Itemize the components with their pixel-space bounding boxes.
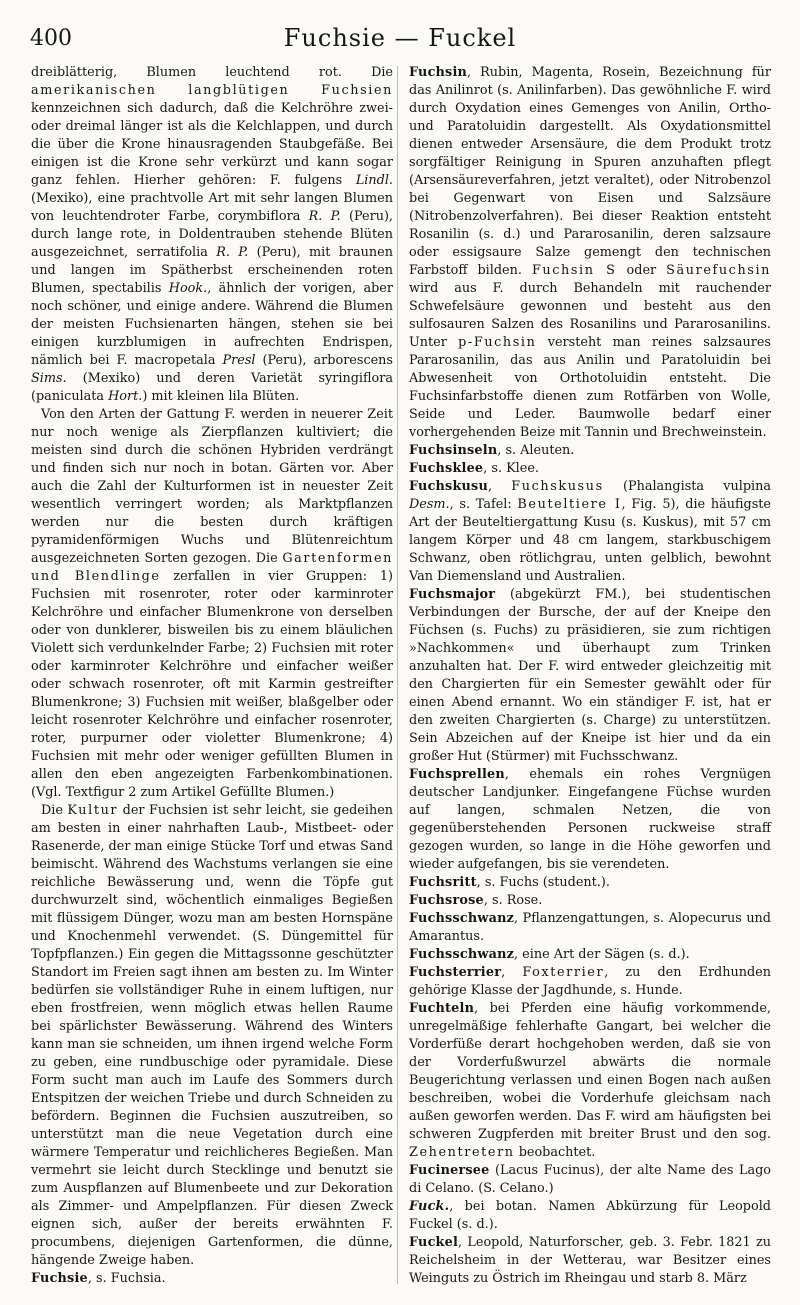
text-segment: , zu den Erdhunden gehörige Klasse der Jagdhunde, s. Hunde. [409, 965, 771, 998]
text-segment: R. P. [308, 209, 341, 224]
text-segment: Beuteltiere I [517, 497, 622, 512]
text-segment: Presl [222, 353, 256, 368]
text-segment: ) mit kleinen lila Blüten. [142, 389, 300, 404]
page-number: 400 [30, 26, 72, 51]
entry-headword: Fuchsterrier [409, 965, 502, 980]
paragraph [31, 802, 393, 1270]
text-segment: , bei Pferden eine häufig vorkommende, unregelmäßige fehlerhafte Gangart, bei welcher die Vorderfüße derart hochgehoben werden, daß sie von der Vorderfußwurzel abwärts die normale Beugerichtung verlassen und einen Bogen nach außen beschreiben, wobei die Vorderhufe gleichsam nach außen geworfen werden. Das F. wird am häufigsten bei schweren Zugpferden mit breiter Brust und den sog. [409, 1001, 771, 1142]
paragraph [409, 946, 771, 964]
entry-headword: Fuchsklee [409, 461, 484, 476]
paragraph [409, 964, 771, 1000]
text-segment: (Mexiko), eine prachtvolle Art mit sehr langen Blumen von leuchtendroter Farbe, corymbiflora [31, 191, 393, 224]
entry-headword: Fuchsie [31, 1271, 88, 1286]
text-segment: beobachtet. [514, 1145, 596, 1160]
text-segment: Fuchsin S [531, 263, 617, 278]
text-segment: , s. Aleuten. [497, 443, 575, 458]
paragraph [31, 406, 393, 802]
text-segment: Hort. [108, 389, 143, 404]
paragraph [409, 478, 771, 586]
text-segment: Säurefuchsin [666, 263, 771, 278]
text-segment: Zehentretern [409, 1145, 515, 1160]
entry-headword: Fuchsschwanz [409, 911, 515, 926]
text-segment: , Pflanzengattungen, s. Alopecurus und Amarantus. [409, 911, 771, 944]
text-segment: , Fig. 5), die häufigste Art der Beuteltiergattung Kusu (s. Kuskus), mit 57 cm langem Körper und 48 cm langem, starkbuschigem Schwanz, oben rötlichgrau, unten gelblich, bewohnt Van Diemensland und Australien. [409, 497, 771, 584]
entry-headword: Fuchsprellen [409, 767, 505, 782]
text-segment: (Peru), durch lange rote, in Doldentrauben stehende Blüten ausgezeichnet, serratifolia [31, 209, 394, 260]
text-segment: oder [616, 263, 667, 278]
text-segment: (Lacus Fucinus), der alte Name des Lago di Celano. (S. Celano.) [409, 1163, 771, 1196]
text-segment: Lindl. [355, 173, 393, 188]
text-segment: Kultur [67, 803, 119, 818]
text-segment: Hook. [168, 281, 208, 296]
text-segment: zerfallen in vier Gruppen: 1) Fuchsien mit rosenroter, roter oder karminroter Kelchröhre und einfacher Blumenkrone von derselben oder von dunklerer, bisweilen bis zu einem bläulichen Violett sich verdunkelnder Farbe; 2) Fuchsien mit roter oder karminroter Kelchröhre und einfacher weißer oder schwach rosenroter, oft mit Karmin gestreifter Blumenkrone; 3) Fuchsien mit weißer, blaßgelber oder leicht rosenroter Kelchröhre und einfacher rosenroter, roter, purpurner oder violetter Blumenkrone; 4) Fuchsien mit mehr oder weniger gefüllten Blumen in allen den eben angezeigten Farbenkombinationen. (Vgl. Textfigur 2 zum Artikel Gefüllte Blumen.) [31, 569, 393, 800]
paragraph [409, 874, 771, 892]
text-segment: , Leopold, Naturforscher, geb. 3. Febr. 1821 zu Reichelsheim in der Wetterau, war Besitzer eines Weinguts zu Östrich im Rheingau und starb 8. März [409, 1235, 771, 1286]
text-segment: (abgekürzt FM.), bei studentischen Verbindungen der Bursche, der auf der Kneipe den Füchsen (s. Fuchs) zu präsidieren, sie zum richtigen »Nachkommen« und überhaupt zum Trinken anzuhalten hat. Der F. wird entweder gleichzeitig mit den Chargierten für ein Semester gewählt oder für einen Abend ernannt. Wo ein ständiger F. ist, hat er den zweiten Chargierten (s. Charge) zu unterstützen. Sein Abzeichen auf der Kneipe ist hier und da ein großer Hut (Stürmer) mit Fuchsschwanz. [409, 587, 771, 764]
text-segment: dreiblätterig, Blumen leuchtend rot. Die [31, 65, 393, 80]
text-segment: Foxterrier [522, 965, 605, 980]
text-segment: Desm. [409, 497, 450, 512]
text-segment: , s. Fuchsia. [87, 1271, 166, 1286]
text-segment: Fuchskusus [511, 479, 604, 494]
entry-headword: Fuchsin [409, 65, 468, 80]
entry-headword: Fuckel [409, 1235, 459, 1250]
entry-headword: Fucinersee [409, 1163, 490, 1178]
entry-headword: Fuck. [409, 1199, 450, 1214]
entry-headword: Fuchsmajor [409, 587, 496, 602]
entry-headword: Fuchsinseln [409, 443, 498, 458]
text-segment: (Peru), arborescens [255, 353, 393, 368]
entry-headword: Fuchteln [409, 1001, 475, 1016]
text-segment: , s. Tafel: [449, 497, 518, 512]
column-divider [397, 66, 398, 1284]
text-segment: , bei botan. Namen Abkürzung für Leopold Fuckel (s. d.). [409, 1199, 771, 1232]
paragraph [409, 1198, 771, 1234]
paragraph [31, 1270, 393, 1288]
paragraph [409, 1162, 771, 1198]
text-segment: , ähnlich der vorigen, aber noch schöner, und einige andere. Während die Blumen der meisten Fuchsienarten hängen, stehen sie bei einigen kurzblumigen in aufrechten Endrispen, nämlich bei F. macropetala [31, 281, 393, 368]
text-segment: , ehemals ein rohes Vergnügen deutscher Landjunker. Eingefangene Füchse wurden auf langen, schmalen Netzen, die von gegenüberstehenden Personen ruckweise straff gezogen wurden, so lange in die Höhe geworfen und wieder aufgefangen, bis sie verendeten. [409, 767, 771, 872]
text-segment: Von den Arten der Gattung F. werden in neuerer Zeit nur noch wenige als Zierpflanzen kultiviert; die meisten sind durch die schönen Hybriden verdrängt und finden sich nur noch in botan. Gärten vor. Aber auch die Zahl der Kulturformen ist in neuester Zeit wesentlich verringert worden; als Marktpflanzen werden nur die besten durch kräftigen pyramidenförmigen Wuchs und Blütenreichtum ausgezeichneten Sorten gezogen. Die [31, 407, 393, 566]
text-segment: (Mexiko) und deren Varietät syringiflora (paniculata [31, 371, 393, 404]
text-segment: versteht man reines salzsaures Pararosanilin, das aus Anilin und Paratoluidin bei Abwesenheit von Orthotoluidin entsteht. Die Fuchsinfarbstoffe dienen zum Rotfärben von Wolle, Seide und Leder. Baumwolle bedarf einer vorhergehenden Beize mit Tannin und Brechweinstein. [409, 335, 771, 440]
paragraph [409, 460, 771, 478]
paragraph [31, 64, 393, 406]
page-header [30, 22, 770, 58]
text-segment: kennzeichnen sich dadurch, daß die Kelchröhre zwei- oder dreimal länger ist als die Kelchlappen, und durch die über die Krone hinausragenden Staubgefäße. Bei einigen ist die Krone sehr verkürzt und kann sogar ganz fehlen. Hierher gehören: F. fulgens [31, 101, 393, 188]
text-segment: Sims. [31, 371, 67, 386]
left-column [31, 64, 393, 1288]
entry-headword: Fuchsschwanz [409, 947, 515, 962]
paragraph [409, 1234, 771, 1288]
text-segment: , s. Klee. [483, 461, 539, 476]
paragraph [409, 766, 771, 874]
paragraph [409, 892, 771, 910]
text-segment: Gartenformen und Blendlinge [31, 551, 393, 584]
paragraph [409, 586, 771, 766]
paragraph [409, 64, 771, 442]
right-column [409, 64, 771, 1288]
text-segment: , [487, 479, 512, 494]
text-segment: , s. Rose. [483, 893, 543, 908]
entry-headword: Fuchsritt [409, 875, 477, 890]
text-segment: , [501, 965, 523, 980]
entry-headword: Fuchsrose [409, 893, 484, 908]
text-segment: , s. Fuchs (student.). [476, 875, 610, 890]
text-segment: , eine Art der Sägen (s. d.). [514, 947, 690, 962]
text-segment: der Fuchsien ist sehr leicht, sie gedeihen am besten in einer nahrhaften Laub-, Mistbeet- oder Rasenerde, der man einige Stücke Torf und etwas Sand beimischt. Während des Wachstums verlangen sie eine reichliche Bewässerung und, wenn die Töpfe gut durchwurzelt sind, wöchentlich einmaliges Begießen mit flüssigem Dünger, wozu man am besten Hornspäne und Knochenmehl verwendet. (S. Düngemittel für Topfpflanzen.) Ein gegen die Mittagssonne geschützter Standort im Freien sagt ihnen am besten zu. Im Winter bedürfen sie vollständiger Ruhe in einem luftigen, nur eben frostfreien, wenn möglich etwas hellen Raume bei spärlichster Bewässerung. Während des Winters kann man sie schneiden, um ihnen irgend welche Form zu geben, eine rundbuschige oder pyramidale. Diese Form sucht man auch im Laufe des Sommers durch Entspitzen der weichen Triebe und durch Schneiden zu befördern. Beginnen die Fuchsien auszutreiben, so unterstützt man die neue Vegetation durch eine wärmere Temperatur und reichlicheres Begießen. Man vermehrt sie leicht durch Stecklinge und benutzt sie zum Auspflanzen auf Blumenbeete und zur Dekoration als Zimmer- und Ampelpflanzen. Für diesen Zweck eignen sich, außer der bereits erwähnten F. procumbens, diejenigen Gartenformen, die dünne, hängende Zweige haben. [31, 803, 394, 1268]
text-segment: R. P. [216, 245, 249, 260]
text-segment: p-Fuchsin [458, 335, 537, 350]
text-segment: (Phalangista vulpina [603, 479, 772, 494]
text-segment: Die [41, 803, 68, 818]
paragraph [409, 442, 771, 460]
paragraph [409, 910, 771, 946]
text-segment: amerikanischen langblütigen Fuchsien [31, 83, 393, 98]
paragraph [409, 1000, 771, 1162]
text-segment: wird aus F. durch Behandeln mit rauchender Schwefelsäure gewonnen und besteht aus den sulfosauren Salzen des Rosanilins und Pararosanilins. Unter [409, 281, 771, 350]
text-segment: (Peru), mit braunen und langen im Spätherbst erscheinenden roten Blumen, spectabilis [31, 245, 393, 296]
text-segment: , Rubin, Magenta, Rosein, Bezeichnung für das Anilinrot (s. Anilinfarben). Das gewöhnliche F. wird durch Oxydation eines Gemenges von Anilin, Ortho- und Paratoluidin dargestellt. Als Oxydationsmittel dienen entweder Arsensäure, die dem Produkt trotz sorgfältiger Reinigung in Spuren anzuhaften pflegt (Arsensäureverfahren, jetzt veraltet), oder Nitrobenzol bei Gegenwart von Eisen und Salzsäure (Nitrobenzolverfahren). Bei dieser Reaktion entsteht Rosanilin (s. d.) und Pararosanilin, deren salzsaure oder essigsaure Salze gemengt den technischen Farbstoff bilden. [409, 65, 771, 278]
running-head: Fuchsie — Fuckel [283, 24, 517, 52]
entry-headword: Fuchskusu [409, 479, 488, 494]
